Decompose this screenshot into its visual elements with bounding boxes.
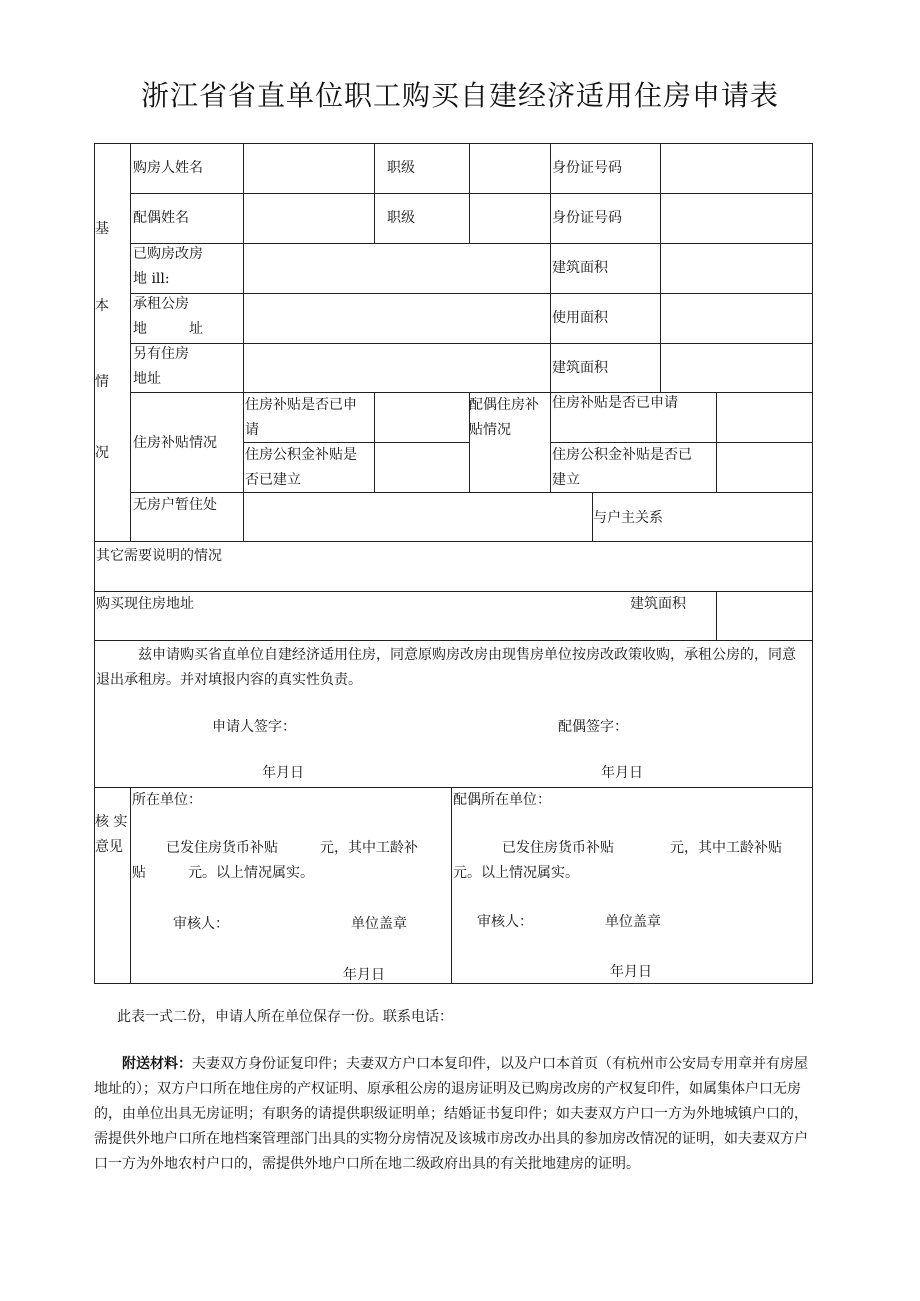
section-basic-char: 本 — [95, 298, 109, 314]
spouse-name-label-cell: 配偶姓名 — [130, 193, 244, 244]
subsidy-applied-field[interactable] — [374, 392, 470, 443]
reform-address-field[interactable] — [243, 243, 551, 294]
temp-residence-label-cell: 无房户暂住处 — [130, 492, 244, 542]
rank-label-cell: 职级 — [374, 193, 470, 244]
id-label-cell: 身份证号码 — [550, 143, 661, 194]
unit-verify-cell: 所在单位： 已发住房货币补贴 元，其中工龄补 贴 元。以上情况属实。 审核人： 单位盖章 年月日 — [130, 787, 452, 984]
spouse-id-field[interactable] — [660, 193, 813, 244]
page-title: 浙江省省直单位职工购买自建经济适用住房申请表 — [140, 79, 779, 112]
floor-area-label-cell: 建筑面积 — [550, 243, 661, 294]
attachments-text: 夫妻双方身份证复印件；夫妻双方户口本复印件，以及户口本首页（有杭州市公安局专用章并有房屋地址的）；双方户口所在地住房的产权证明、原承租公房的退房证明及已购房改房的产权复印件，如属集体户口无房的，由单位出具无房证明；有职务的请提供职级证明单；结婚证书复印件；如夫妻双方户口一方为外地城镇户口的，需提供外地户口所在地档案管理部门出具的实物分房情况及该城市房改办出具的参加房改情况的证明，如夫妻双方户口一方为外地农村户口的，需提供外地户口所在地二级政府出具的有关批地建房的证明。 — [94, 1056, 808, 1172]
unit-seal: 单位盖章 — [605, 914, 661, 930]
other-address-label-cell: 另有住房 地址 — [130, 343, 244, 393]
spouse-unit-verify-cell: 配偶所在单位： 已发住房货币补贴 元，其中工龄补贴 元。以上情况属实。 审核人： 单位盖章 年月日 — [451, 787, 813, 984]
reviewer-label: 审核人： — [173, 916, 229, 932]
section-basic-char: 情 — [95, 374, 109, 390]
rank-label-cell: 职级 — [374, 143, 470, 194]
rented-address-label-cell: 承租公房 地 址 — [130, 293, 244, 344]
spouse-signature[interactable]: 配偶签字： — [558, 719, 628, 735]
footer-note: 此表一式二份，申请人所在单位保存一份。联系电话： — [117, 1009, 453, 1025]
attachments-paragraph — [94, 1052, 814, 1177]
spouse-subsidy-applied-label-cell: 住房补贴是否已申请 — [550, 392, 717, 443]
reform-area-field[interactable] — [660, 243, 813, 294]
spouse-date: 年月日 — [601, 765, 643, 781]
buyer-id-field[interactable] — [660, 143, 813, 194]
spouse-name-field[interactable] — [243, 193, 375, 244]
reviewer-label: 审核人： — [477, 914, 533, 930]
spouse-fund-established-field[interactable] — [716, 442, 813, 493]
statement-text: 兹申请购买省直单位自建经济适用住房，同意原购房改房由现售房单位按房改政策收购，承租公房的，同意退出承租房。并对填报内容的真实性负责。 — [96, 647, 796, 688]
subsidy-label-cell: 住房补贴情况 — [130, 392, 244, 493]
buyer-name-label-cell: 购房人姓名 — [130, 143, 244, 194]
applicant-date: 年月日 — [262, 765, 304, 781]
usable-area-label-cell: 使用面积 — [550, 293, 661, 344]
buyer-name-field[interactable] — [243, 143, 375, 194]
fund-established-label-cell: 住房公积金补贴是 否已建立 — [243, 442, 375, 493]
spouse-subsidy-label-cell: 配偶住房补 贴情况 — [469, 392, 551, 493]
buyer-rank-field[interactable] — [469, 143, 551, 194]
verify-label-cell: 核 实 意见 — [94, 787, 131, 984]
statement-cell — [94, 640, 813, 788]
rented-address-field[interactable] — [243, 293, 551, 344]
spouse-rank-field[interactable] — [469, 193, 551, 244]
relation-label-cell: 与户主关系 — [592, 492, 813, 542]
spouse-fund-established-label-cell: 住房公积金补贴是否已 建立 — [550, 442, 717, 493]
purchase-address-field[interactable]: 购买现住房地址 建筑面积 — [94, 591, 717, 641]
other-area-field[interactable] — [660, 343, 813, 393]
attachments-label: 附送材料： — [122, 1056, 192, 1072]
temp-residence-field[interactable] — [243, 492, 593, 542]
other-address-field[interactable] — [243, 343, 551, 393]
id-label-cell: 身份证号码 — [550, 193, 661, 244]
section-basic-char: 况 — [95, 445, 109, 461]
other-notes-field[interactable]: 其它需要说明的情况 — [94, 541, 813, 592]
fund-established-field[interactable] — [374, 442, 470, 493]
unit-seal: 单位盖章 — [351, 916, 407, 932]
reform-address-label-cell: 已购房改房 地 ill: — [130, 243, 244, 294]
usable-area-field[interactable] — [660, 293, 813, 344]
section-basic-cell — [94, 143, 131, 542]
section-basic-char: 基 — [95, 221, 109, 237]
purchase-area-field[interactable] — [716, 591, 813, 641]
applicant-signature[interactable]: 申请人签字： — [212, 719, 296, 735]
floor-area-label-cell: 建筑面积 — [550, 343, 661, 393]
subsidy-applied-label-cell: 住房补贴是否已申 请 — [243, 392, 375, 443]
spouse-subsidy-applied-field[interactable] — [716, 392, 813, 443]
